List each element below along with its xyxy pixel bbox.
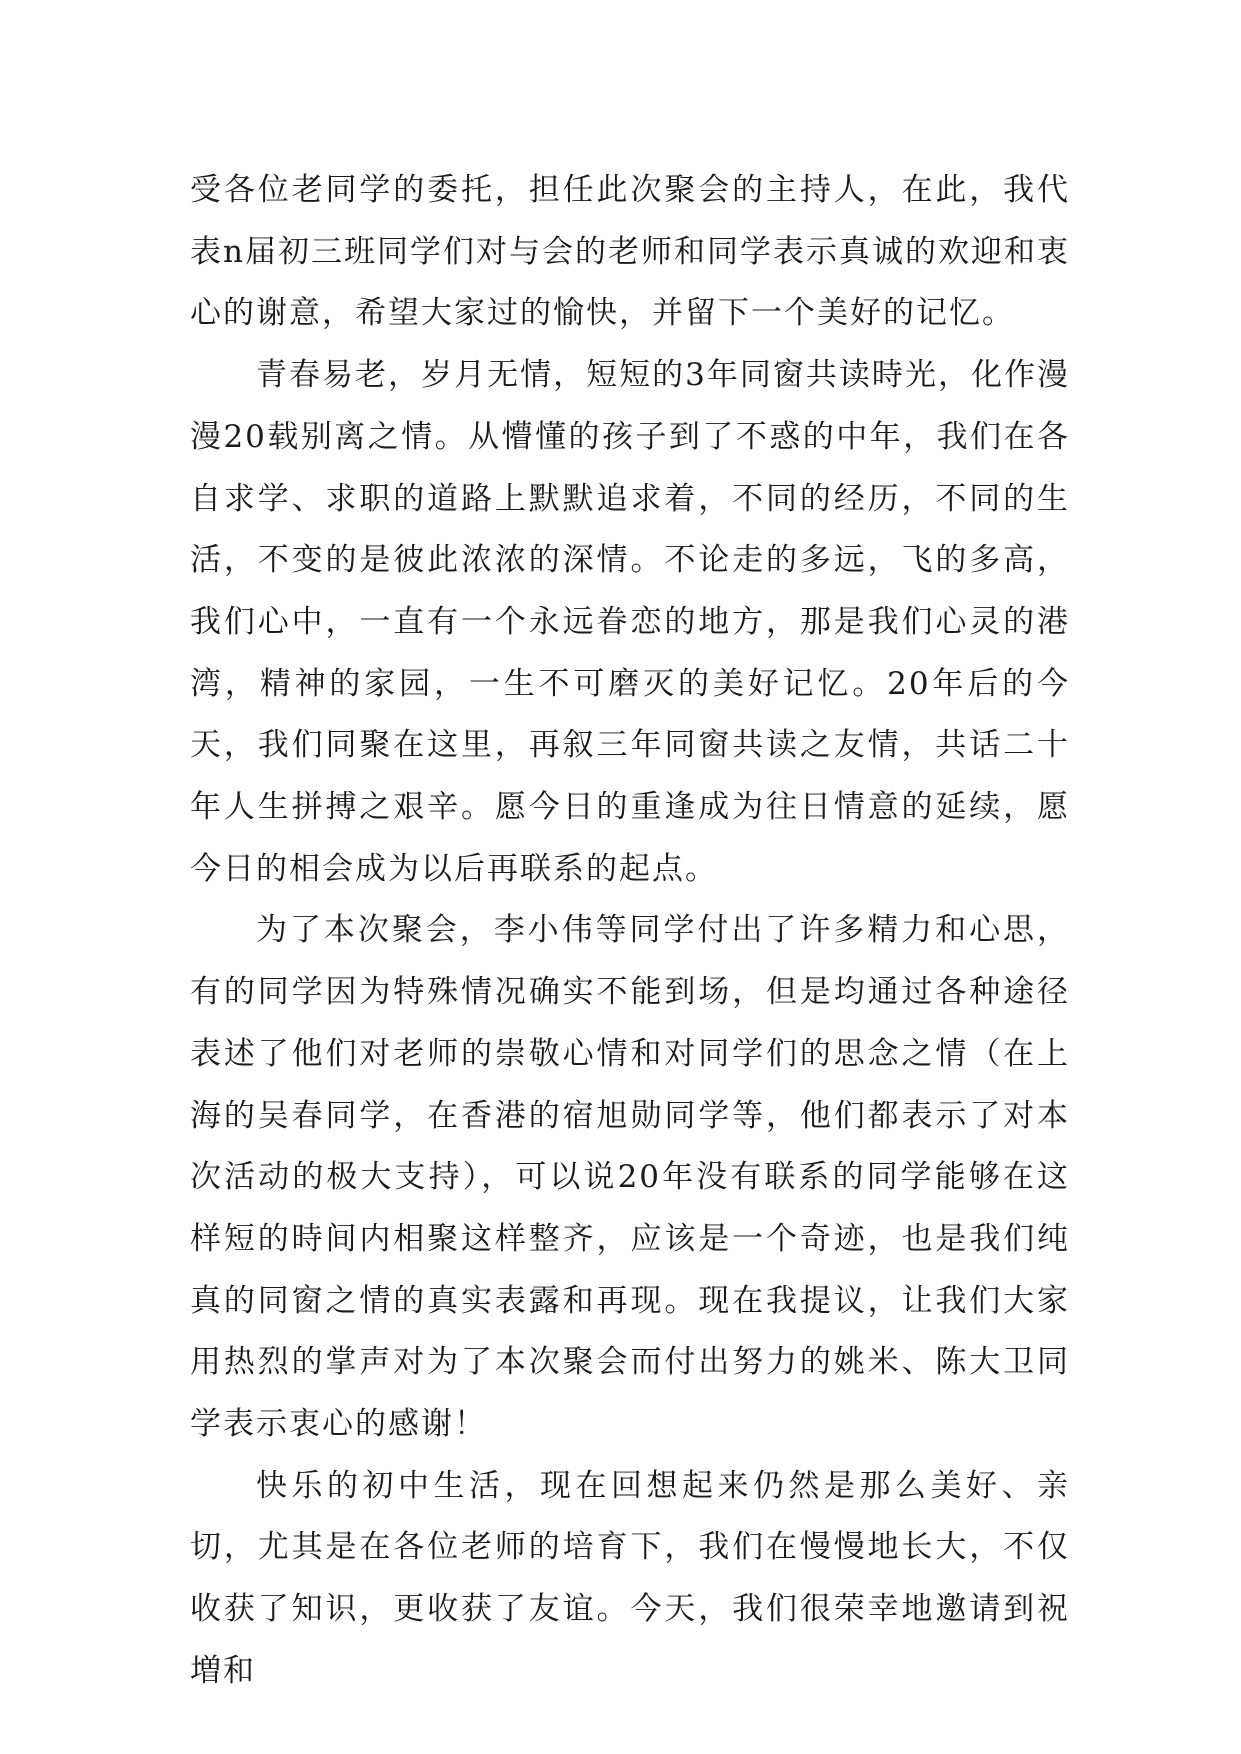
paragraph-youth-memories: 青春易老，岁月无情，短短的3年同窗共读時光，化作漫漫20载别离之情。从懵懂的孩子到了不惑的中年，我们在各自求学、求职的道路上默默追求着，不同的经历，不同的生活，不变的是彼此浓浓的深情。不论走的多远，飞的多高，我们心中，一直有一个永远眷恋的地方，那是我们心灵的港湾，精神的家园，一生不可磨灭的美好记忆。20年后的今天，我们同聚在这里，再叙三年同窗共读之友情，共话二十年人生拼搏之艰辛。愿今日的重逢成为往日情意的延续，愿今日的相会成为以后再联系的起点。 (190, 357, 1070, 887)
paragraph-opening: 受各位老同学的委托，担任此次聚会的主持人，在此，我代表n届初三班同学们对与会的老师和同学表示真诚的欢迎和衷心的谢意，希望大家过的愉快，并留下一个美好的记忆。 (190, 172, 1070, 332)
paragraph-thanks-organizers: 为了本次聚会，李小伟等同学付出了许多精力和心思，有的同学因为特殊情况确实不能到场，但是均通过各种途径表述了他们对老师的崇敬心情和对同学们的思念之情（在上海的吴春同学，在香港的宿旭勋同学等，他们都表示了对本次活动的极大支持），可以说20年没有联系的同学能够在这样短的時间内相聚这样整齐，应该是一个奇迹，也是我们纯真的同窗之情的真实表露和再现。现在我提议，让我们大家用热烈的掌声对为了本次聚会而付出努力的姚米、陈大卫同学表示衷心的感谢！ (190, 912, 1070, 1443)
paragraph-teachers: 快乐的初中生活，现在回想起来仍然是那么美好、亲切，尤其是在各位老师的培育下，我们在慢慢地长大，不仅收获了知识，更收获了友谊。今天，我们很荣幸地邀请到祝増和 (190, 1467, 1070, 1689)
document-body (190, 160, 1070, 1703)
